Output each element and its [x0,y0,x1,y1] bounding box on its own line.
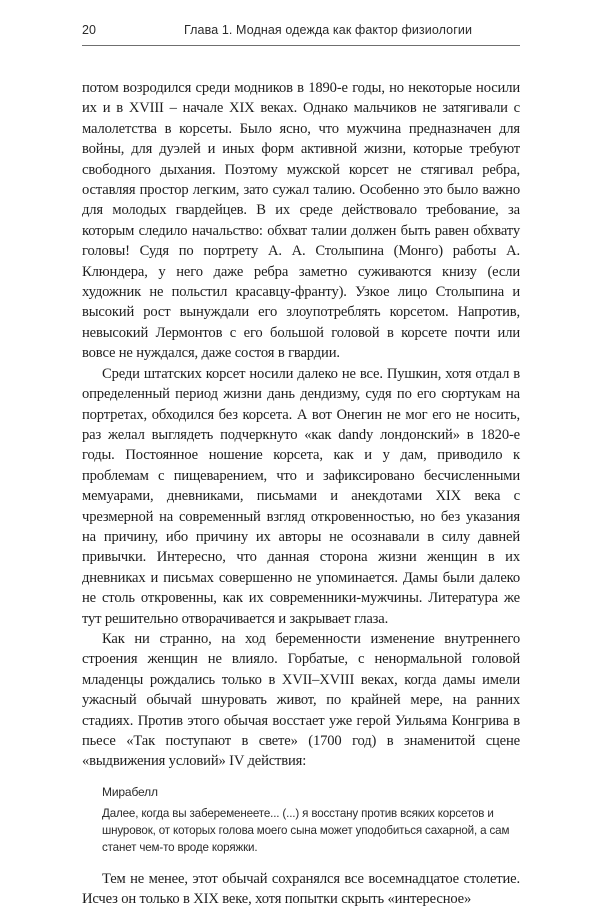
paragraph-3: Как ни странно, на ход беременности изменение внутреннего строения женщин не влияло. Горбатые, с ненормальной головой младенцы рождались только в XVII–XVIII веках, когда дамы имели ужасный обычай шнуровать живот, по крайней мере, на ранних стадиях. Против этого обычая восстает уже герой Уильяма Конгрива в пьесе «Так поступают в свете» (1700 год) в знаменитой сцене «выдвижения условий» IV действия: [82,630,520,770]
quote-text: Далее, когда вы забеременеете... (...) я восстану против всяких корсетов и шнуровок, от которых голова моего сына может уподобиться сахарной, а сам станет чем-то вроде коряжки. [102,807,510,855]
running-header [82,20,520,46]
quote-speaker: Мирабелл [102,784,158,799]
paragraph-1: потом возродился среди модников в 1890-е годы, но некоторые носили их и в XVIII – начале XIX веках. Однако мальчиков не затягивали с малолетства в корсеты. Было ясно, что мужчина предназначен для войны, для дуэлей и иных форм активной жизни, которые требуют свободного дыхания. Поэтому мужской корсет не стягивал ребра, оставляя простор легким, зато сужал талию. Особенно это было важно для молодых гвардейцев. В их среде действовало требование, за которым следило начальство: обхват талии должен быть равен обхвату головы! Судя по портрету А. А. Столыпина (Монго) работы А. Клюндера, у него даже ребра заметно суживаются книзу (если художник не польстил красавцу-франту). Узкое лицо Столыпина и высокий рост вынуждали его злоупотреблять корсетом. Напротив, невысокий Лермонтов с его большой головой в корсете почти или вовсе не нуждался, даже состоя в гвардии. [82,80,520,362]
main-text [82,78,520,909]
paragraph-4: Тем не менее, этот обычай сохранялся все восемнадцатое столетие. Исчез он только в XIX веке, хотя попытки скрыть «интересное» [82,870,520,908]
chapter-title: Глава 1. Модная одежда как фактор физиологии [184,23,473,37]
paragraph-2: Среди штатских корсет носили далеко не все. Пушкин, хотя отдал в определенный период жизни дань дендизму, судя по его сюртукам на портретах, обходился без корсета. А вот Онегин не мог его не носить, раз желал выглядеть подчеркнуто «как dandy лондонский» в 1820-е годы. Постоянное ношение корсета, как и у дам, приводило к проблемам с пищеварением, что и зафиксировано бесчисленными мемуарами, дневниками, письмами и анекдотами XIX века с чрезмерной на современный взгляд откровенностью, но без указания на причину, ибо причину их авторы не осознавали в силу давней привычки. Интересно, что данная сторона жизни женщин в их дневниках и письмах совершенно не упоминается. Дамы были далеко не столь откровенны, как их современники-мужчины. Литература же тут решительно отворачивается и закрывает глаза. [82,365,520,627]
page-number: 20 [82,23,96,37]
block-quote [102,784,520,857]
